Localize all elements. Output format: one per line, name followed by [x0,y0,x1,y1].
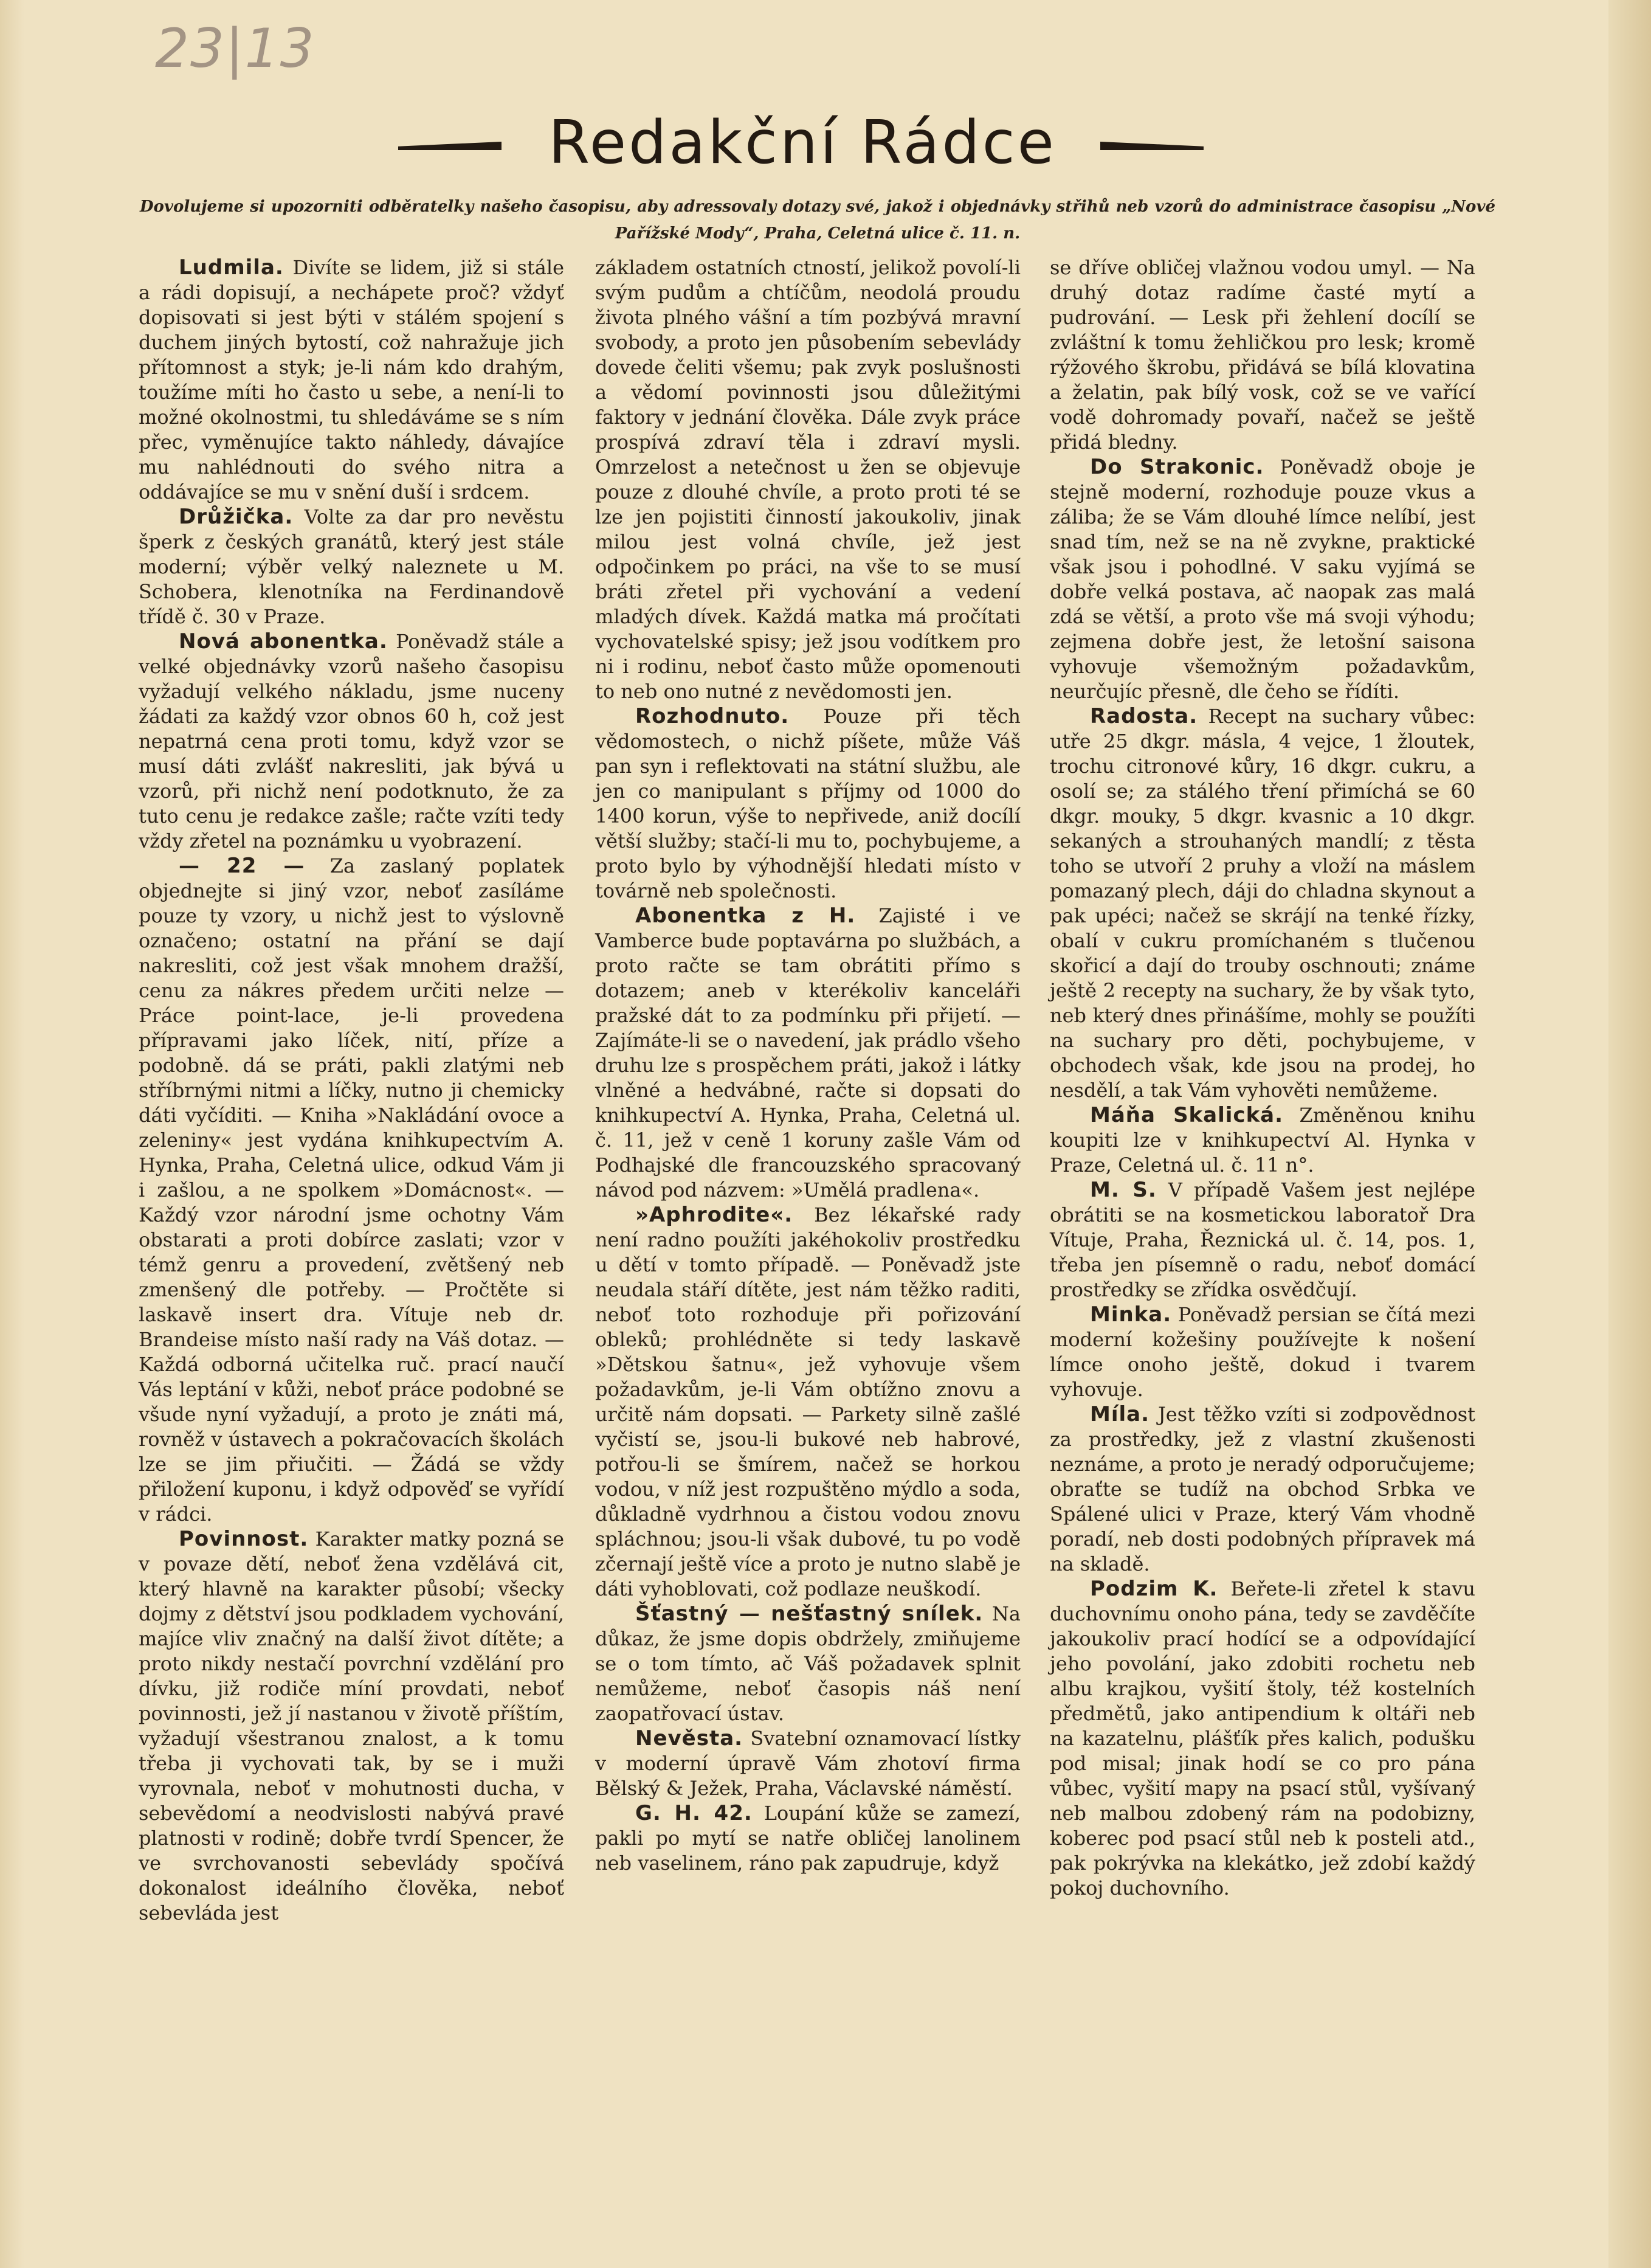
entry [1050,1577,1475,1901]
entry-text: se dříve obličej vlažnou vodou umyl. — Na druhý dotaz radíme časté mytí a pudrování. — Lesk při žehlení docílí se zvláštní k tomu žehličkou pro lesk; kromě rýžového škrobu, přidává se bílá klovatina a želatin, pak bílý vosk, což se ve vařící vodě dohromady povaří, načež se ještě přidá bledny. [1050,256,1475,454]
entry-heading: »Aphrodite«. [635,1203,793,1227]
entry-text: Za zaslaný poplatek objednejte si jiný vzor, neboť zasíláme pouze ty vzory, u nichž jest to výslovně označeno; ostatní na přání se dají nakresliti, což jest však mnohem dražší, cenu za nákres předem určiti nelze — Práce point-lace, je-li provedena přípravami jako líček, nití, příze a podobně. dá se práti, pakli zlatými neb stříbrnými nitmi a líčky, nutno ji chemicky dáti vyčíditi. — Kniha »Nakládání ovoce a zeleniny« jest vydána knihkupectvím A. Hynka, Praha, Celetná ulice, odkud Vám ji i zašlou, a ne spolkem »Domácnost«. — Každý vzor národní jsme ochotny Vám obstarati a proti dobírce zaslati; vzor v témž genru a provedení, zvětšený neb zmenšený dle potřeby. — Pročtěte si laskavě insert dra. Vítuje neb dr. Brandeise místo naší rady na Váš dotaz. — Každá odborná učitelka ruč. prací naučí Vás leptání v kůži, neboť práce podobné se všude nyní vyžadují, a proto je znáti má, rovněž v ústavech a pokračovacích školách lze se jim přiučiti. — Žádá se vždy přiložení kuponu, i když odpověď se vyřídí v rádci. [139,854,564,1526]
entry-text: Poněvadž oboje je stejně moderní, rozhoduje pouze vkus a záliba; že se Vám dlouhé límce nelíbí, jest snad tím, než se na ně zvykne, praktické však jsou i pohodlné. V saku vyjímá se dobře velká postava, ač naopak zas malá zdá se větší, a proto vše má svoji výhodu; zejmena dobře jest, že letošní saisona vyhovuje všemožným požadavkům, neurčujíc přesně, dle čeho se řídíti. [1050,455,1476,703]
page-edge-left [0,0,24,2268]
entry [1050,1402,1475,1577]
column-2 [595,255,1021,1876]
entry-heading: Radosta. [1090,704,1198,728]
entry-text: Poněvadž persian se čítá mezi moderní kožešiny používejte k nošení límce onoho ještě, dokud i tvarem vyhovuje. [1050,1303,1475,1401]
entry [595,1602,1021,1726]
entry-heading: G. H. 42. [635,1801,753,1825]
title-ornament-right [1100,142,1204,150]
entry-heading: Minka. [1090,1302,1172,1327]
entry-heading: Do Strakonic. [1090,455,1264,479]
column-3 [1050,255,1475,1901]
entry-text: Poněvadž stále a velké objednávky vzorů našeho časopisu vyžadují velkého nákladu, jsme nuceny žádati za každý vzor obnos 60 h, což jest nepatrná cena proti tomu, když vzor se musí dáti zvlášť nakresliti, jak bývá u vzorů, při nichž není podotknuto, že za tuto cenu je redakce zašle; račte vzíti tedy vždy zřetel na poznámku u vyobrazení. [139,630,565,852]
entry-heading: Podzim K. [1090,1577,1218,1601]
entry-heading: Máňa Skalická. [1090,1103,1284,1127]
entry [1050,255,1475,455]
entry-text: Jest těžko vzíti si zodpovědnost za prostředky, jež z vlastní zkušenosti neznáme, a proto je neradý odporučujeme; obraťte se tudíž na obchod Srbka ve Spálené ulici v Praze, který Vám vhodně poradí, neb dosti podobných přípravek má na skladě. [1050,1403,1475,1575]
page-edge-right [1608,0,1651,2268]
entry-text: Svatební oznamovací lístky v moderní úpravě Vám zhotoví firma Bělský & Ježek, Praha, Václavské náměstí. [595,1727,1021,1800]
entry [595,1801,1021,1876]
title-ornament-left [398,142,502,150]
entry [595,704,1021,904]
entry-text: Zajisté i ve Vamberce bude poptavárna po službách, a proto račte se tam obrátiti přímo s dotazem; aneb v kterékoliv kanceláři pražské dát to za podmínku při přijetí. — Zajímáte-li se o navedení, jak prádlo všeho druhu lze s prospěchem práti, jakož i látky vlněné a hedvábné, račte si dopsati do knihkupectví A. Hynka, Praha, Celetná ul. č. 11, jež v ceně 1 koruny zašle Vám od Podhajské dle francouzského spracovaný návod pod názvem: »Umělá pradlena«. [595,904,1021,1201]
entry [139,505,564,629]
entry-heading: Šťastný — nešťastný snílek. [635,1602,984,1626]
entry-text: Bez lékařské rady není radno použíti jakéhokoliv prostředku u dětí v tomto případě. — Poněvadž jste neudala stáří dítěte, jest nám těžko raditi, neboť toto rozhoduje při pořizování obleků; prohlédněte si tedy laskavě »Dětskou šatnu«, jež vyhovuje všem požadavkům, je-li Vám obtížno znovu a určitě nám dopsati. — Parkety silně zašlé vyčistí se, jsou-li bukové neb habrové, potřou-li se šmírem, načež se horkou vodou, v níž jest rozpuštěno mýdlo a soda, důkladně vydrhnou a čistou vodou znovu spláchnou; jsou-li však dubové, tu po vodě zčernají ještě více a proto je nutno slabě je dáti vyhoblovati, což podlaze neuškodí. [595,1203,1021,1600]
entry-heading: Rozhodnuto. [635,704,790,728]
entry [1050,1178,1475,1302]
entry [595,1203,1021,1602]
entry [139,1527,564,1926]
entry-text: V případě Vašem jest nejlépe obrátiti se na kosmetickou laboratoř Dra Vítuje, Praha, Řeznická ul. č. 14, pos. 1, třeba jen písemně o radu, neboť domácí prostředky se zřídka osvědčují. [1050,1178,1475,1301]
entry-text: Divíte se lidem, již si stále a rádi dopisují, a nechápete proč? vždyť dopisovati si jest býti v stálém spojení s duchem jiných bytostí, což nahražuje jich přítomnost a styk; je-li nám kdo drahým, toužíme míti ho často u sebe, a není-li to možné okolnostmi, tu shledáváme se s ním přec, vyměnujíce takto náhledy, dávajíce mu nahlédnouti do svého nitra a oddávajíce se mu v snění duší i srdcem. [139,256,564,503]
entry-text: Změněnou knihu koupiti lze v knihkupectví Al. Hynka v Praze, Celetná ul. č. 11 n°. [1050,1104,1475,1177]
entry [139,629,564,854]
entry-text: Karakter matky pozná se v povaze dětí, neboť žena vzdělává cit, který hlavně na karakter působí; všecky dojmy z dětství jsou podkladem vychování, majíce vliv značný na další život dítěte; a proto nikdy nestačí povrchní vzdělání pro dívku, již rodiče míní provdati, neboť povinnosti, jež jí nastanou v životě příštím, vyžadují všestranou znalost, a k tomu třeba ji vychovati tak, by se i muži vyrovnala, neboť v mohutnosti ducha, v sebevědomí a neodvislosti nabývá pravé platnosti v rodině; dobře tvrdí Spencer, že ve svrchovanosti sebevlády spočívá dokonalost ideálního člověka, neboť sebevláda jest [139,1527,564,1924]
entry [595,904,1021,1203]
entry-heading: Ludmila. [179,255,284,280]
entry [1050,1103,1475,1178]
entry-heading: — 22 — [179,854,305,878]
entry-heading: Drůžička. [179,505,294,529]
entry-heading: Míla. [1090,1402,1150,1426]
entry [595,1726,1021,1801]
entry [139,255,564,505]
entry [1050,1302,1475,1402]
entry [139,854,564,1527]
entry-heading: Povinnost. [179,1527,309,1551]
entry [1050,455,1475,704]
entry [595,255,1021,704]
entry-text: Na důkaz, že jsme dopis obdržely, zmiňujeme se o tom tímto, ač Váš požadavek splnit nemůžeme, neboť časopis náš není zaopatřovací ústav. [595,1602,1021,1725]
entry-text: Beřete-li zřetel k stavu duchovnímu onoho pána, tedy se zavděčíte jakoukoliv prací hodící se a odpovídající jeho povolání, jako zdobiti rochetu neb albu krajkou, vyšití štoly, též kostelních předmětů, jako antipendium k oltáři neb na kazatelnu, plášťík přes kalich, podušku pod misal; jinak hodí se co pro pána vůbec, vyšití mapy na psací stůl, vyšívaný neb malbou zdobený rám na podobizny, koberec pod psací stůl neb k posteli atd., pak pokrývka na klekátko, jež zdobí každý pokoj duchovního. [1050,1577,1475,1900]
page-title: Redakční Rádce [548,108,1056,178]
entry-text: Loupání kůže se zamezí, pakli po mytí se natře obličej lanolinem neb vaselinem, ráno pak zapudruje, když [595,1802,1021,1875]
title-row [0,106,1651,179]
handwritten-page-mark: 23|13 [155,17,315,80]
entry-heading: Nová abonentka. [179,629,388,654]
column-1 [139,255,564,1926]
entry-text: Pouze při těch vědomostech, o nichž píšete, může Váš pan syn i reflektovati na státní službu, ale jen co manipulant s příjmy od 1000 do 1400 korun, výše to nepřivede, aniž docílí větší služby; stačí-li mu to, pochybujeme, a proto bylo by výhodnější hledati místo v továrně neb společnosti. [595,705,1021,902]
entry-text: základem ostatních ctností, jelikož povolí-li svým pudům a chtíčům, neodolá proudu života plného vášní a tím pozbývá mravní svobody, a proto jen působením sebevlády dovede čeliti všemu; pak zvyk poslušnosti a vědomí povinnosti jsou důležitými faktory v jednání člověka. Dále zvyk práce prospívá zdraví těla i zdraví mysli. Omrzelost a netečnost u žen se objevuje pouze z dlouhé chvíle, a proto proti té se lze jen pojistiti činností jakoukoliv, jinak milou jest volná chvíle, jež jest odpočinkem po práci, na vše to se musí bráti zřetel při vychování a vedení mladých dívek. Každá matka má pročítati vychovatelské spisy; jež jsou vodítkem pro ni i rodinu, neboť často může opomenouti to neb ono nutné z nevědomosti jen. [595,256,1021,703]
entry-heading: M. S. [1090,1178,1157,1202]
entry-text: Volte za dar pro nevěstu šperk z českých granátů, který jest stále moderní; výběr velký naleznete u M. Schobera, klenotníka na Ferdinandově třídě č. 30 v Praze. [139,505,564,628]
entry [1050,704,1475,1103]
entry-heading: Nevěsta. [635,1726,743,1751]
entry-text: Recept na suchary vůbec: utře 25 dkgr. másla, 4 vejce, 1 žloutek, trochu citronové kůry, 16 dkgr. cukru, a osolí se; za stálého tření přimíchá se 60 dkgr. mouky, 5 dkgr. kvasnic a 10 dkgr. sekaných a strouhaných mandlí; z těsta toho se utvoří 2 pruhy a vloží na máslem pomazaný plech, dáji do chladna skynout a pak upéci; načež se skrájí na tenké řízky, obalí v cukru promíchaném s tlučenou skořicí a dají do trouby oschnouti; známe ještě 2 recepty na suchary, že by však tyto, neb který dnes přinášíme, mohly se použíti na suchary pro děti, pochybujeme, v obchodech však, kde jsou na prodej, ho nesdělí, a tak Vám vyhověti nemůžeme. [1050,705,1475,1102]
editorial-notice: Dovolujeme si upozorniti odběratelky našeho časopisu, aby adressovaly dotazy své, jakož i objednávky střihů neb vzorů do administrace časopisu „Nové Pařížské Mody“, Praha, Celetná ulice č. 11. n. [140,198,1495,243]
entry-heading: Abonentka z H. [635,904,856,928]
